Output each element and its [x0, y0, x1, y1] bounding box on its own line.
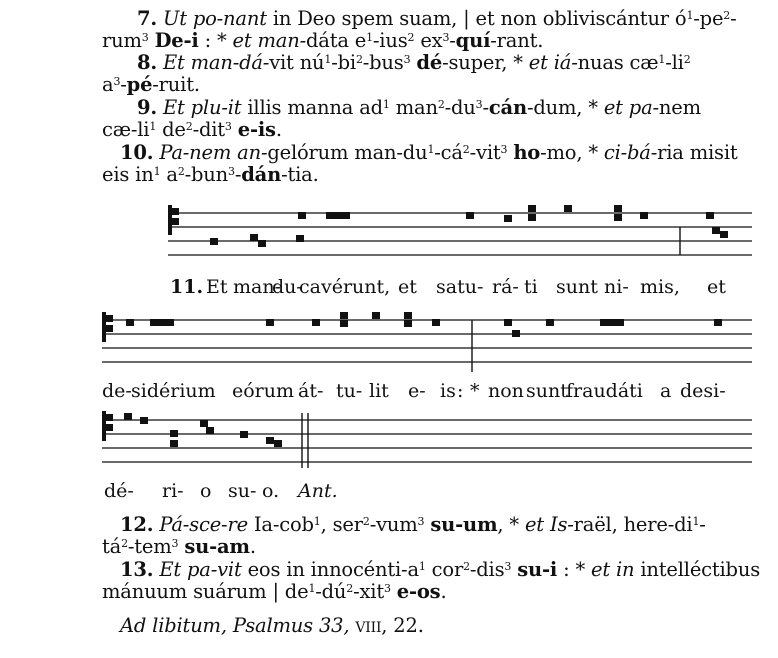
lyric-syllable: su- — [228, 480, 257, 502]
lyric-syllable: sidérium — [131, 380, 216, 402]
verse-text: Ia-cob — [247, 513, 314, 536]
accent-marker: 1 — [418, 560, 426, 573]
verse-text: illis manna ad — [241, 96, 383, 119]
lyric-syllable: de- — [102, 380, 132, 402]
chant-lyric-line-2 — [0, 380, 778, 402]
accent-marker: 2 — [407, 31, 415, 44]
verse-text: pé — [126, 73, 153, 96]
verse-text: et iá- — [528, 51, 578, 74]
accent-marker: 3 — [141, 31, 149, 44]
verse-text: -li — [665, 51, 684, 74]
accent-marker: 2 — [723, 9, 731, 22]
verse-text: a — [160, 163, 178, 186]
accent-marker: 1 — [686, 9, 694, 22]
verse-12-line-2 — [102, 536, 256, 558]
staff-3 — [102, 420, 752, 462]
accent-marker: 2 — [437, 98, 445, 111]
verse-text: nem — [658, 96, 701, 119]
verse-text: ho — [513, 141, 541, 164]
accent-marker: 2 — [185, 120, 193, 133]
lyric-syllable: eórum — [232, 380, 295, 402]
verse-text: gelórum man-du — [267, 141, 428, 164]
accent-marker: 3 — [417, 515, 425, 528]
accent-marker: 3 — [504, 560, 512, 573]
verse-text: su-um — [430, 513, 498, 536]
verse-text: -cá — [434, 141, 463, 164]
verse-text: -vit — [469, 141, 501, 164]
verse-text: tá — [102, 535, 122, 558]
verse-text: -ius — [372, 29, 408, 52]
accent-marker: 2 — [683, 53, 691, 66]
verse-text: cor — [425, 558, 464, 581]
verse-text: ci-bá- — [603, 141, 658, 164]
verse-text: -mo, * — [540, 141, 604, 164]
verse-text: et man- — [232, 29, 306, 52]
accent-marker: 1 — [427, 143, 435, 156]
lyric-syllable: : — [457, 380, 464, 402]
verse-text: -ruit. — [152, 73, 200, 96]
accent-marker: 2 — [362, 515, 370, 528]
verse-text: su-am — [184, 535, 250, 558]
lyric-syllable: ti — [524, 276, 538, 298]
accent-marker: 1 — [153, 165, 161, 178]
verse-text: -tia. — [281, 163, 319, 186]
lyric-syllable: is — [440, 380, 456, 402]
verse-text: -pe — [693, 7, 724, 30]
verse-text: -super, * — [442, 51, 529, 74]
verse-number: 9. — [137, 96, 157, 119]
verse-text: - — [449, 29, 456, 52]
lyric-syllable: * — [470, 380, 480, 402]
lyric-syllable: fraudáti — [566, 380, 643, 402]
verse-text: dáta e — [306, 29, 367, 52]
accent-marker: 1 — [149, 120, 157, 133]
verse-text: de — [156, 118, 186, 141]
accent-marker: 3 — [475, 98, 483, 111]
accent-marker: 1 — [324, 53, 332, 66]
verse-text: : * — [557, 558, 591, 581]
verse-text: - — [699, 513, 706, 536]
verse-12-line-1 — [120, 514, 706, 536]
lyric-syllable: mis, — [640, 276, 680, 298]
verse-text: -dú — [315, 580, 347, 603]
verse-text: Et man-dá- — [162, 51, 270, 74]
verse-text: , ser — [320, 513, 363, 536]
accent-marker: 1 — [308, 582, 316, 595]
lyric-syllable: cavérunt, — [299, 276, 391, 298]
verse-text: Pá-sce-re — [159, 513, 248, 536]
verse-text: : * — [198, 29, 233, 52]
accent-marker: 2 — [355, 53, 363, 66]
lyric-syllable: e- — [408, 380, 426, 402]
lyric-syllable: desi- — [680, 380, 726, 402]
verse-text: cán — [488, 96, 527, 119]
verse-text: - — [120, 73, 127, 96]
verse-text: intelléctibus — [634, 558, 761, 581]
accent-marker: 2 — [463, 560, 470, 573]
lyric-syllable: tu- — [336, 380, 363, 402]
verse-text: ex — [414, 29, 443, 52]
verse-13-line-2 — [102, 581, 446, 603]
reference-text: , 22. — [381, 614, 424, 637]
lyric-syllable: ri- — [162, 480, 184, 502]
verse-text: et Is- — [524, 513, 574, 536]
accent-marker: 1 — [313, 515, 321, 528]
accent-marker: 3 — [383, 582, 391, 595]
lyric-syllable: ni- — [604, 276, 629, 298]
verse-text: dé — [416, 51, 443, 74]
verse-text: in Deo spem suam, | et non obliviscántur ó — [266, 7, 687, 30]
accent-marker: 1 — [366, 31, 373, 44]
verse-number: 13. — [120, 558, 154, 581]
chant-lyric-line-1 — [0, 276, 778, 298]
lyric-syllable: át- — [298, 380, 324, 402]
verse-text: -dis — [469, 558, 505, 581]
verse-text: -dit — [192, 118, 225, 141]
chant-lyric-line-3 — [0, 480, 778, 502]
psalm-reference — [120, 615, 424, 637]
verse-text: -bun — [184, 163, 229, 186]
lyric-syllable: du- — [272, 276, 303, 298]
verse-text: Et plu-it — [162, 96, 242, 119]
accent-marker: 2 — [462, 143, 470, 156]
verse-text: - — [482, 96, 489, 119]
verse-text: -dum, * — [526, 96, 604, 119]
lyric-syllable: sunt — [526, 380, 568, 402]
accent-marker: 3 — [500, 143, 508, 156]
verse-text: e-os — [396, 580, 441, 603]
verse-text: -xit — [353, 580, 384, 603]
verse-text: cæ-li — [102, 118, 150, 141]
staff-2 — [102, 320, 752, 362]
lyric-syllable: et — [707, 276, 726, 298]
verse-text: dán — [241, 163, 282, 186]
verse-text: vit nú — [269, 51, 325, 74]
verse-13-line-1 — [120, 559, 760, 581]
verse-text: -vum — [369, 513, 418, 536]
verse-number: 7. — [137, 7, 157, 30]
verse-text: - — [234, 163, 242, 186]
accent-marker: 2 — [177, 165, 185, 178]
lyric-syllable: o. — [262, 480, 280, 502]
verse-text: mánuum suárum | de — [102, 580, 309, 603]
verse-text: nuas cæ — [577, 51, 659, 74]
lyric-syllable: man- — [233, 276, 282, 298]
mode-numeral: viii — [355, 614, 382, 637]
verse-text: eos in innocénti-a — [241, 558, 419, 581]
verse-text: Pa-nem an- — [159, 141, 268, 164]
verse-text: . — [440, 580, 447, 603]
accent-marker: 1 — [382, 98, 390, 111]
verse-text: , * — [497, 513, 525, 536]
accent-marker: 3 — [224, 120, 232, 133]
accent-marker: 3 — [228, 165, 235, 178]
lyric-syllable: dé- — [104, 480, 134, 502]
verse-text: su-i — [517, 558, 558, 581]
verse-text: -du — [444, 96, 476, 119]
reference-text: Ad libitum, Psalmus 33, — [120, 614, 356, 637]
lyric-syllable: Et — [206, 276, 228, 298]
lyric-syllable: sunt — [556, 276, 598, 298]
verse-text: -bus — [362, 51, 404, 74]
verse-text: eis in — [102, 163, 154, 186]
verse-text: rum — [102, 29, 142, 52]
lyric-syllable: satu- — [436, 276, 484, 298]
verse-text: - — [730, 7, 737, 30]
lyric-syllable: lit — [369, 380, 389, 402]
verse-text: a — [102, 73, 114, 96]
lyric-syllable: non — [488, 380, 524, 402]
accent-marker: 1 — [658, 53, 666, 66]
verse-number: 8. — [137, 51, 157, 74]
verse-text: ria misit — [657, 141, 738, 164]
verse-text: raël, here-di — [573, 513, 693, 536]
lyric-syllable: et — [398, 276, 417, 298]
verse-number: 10. — [120, 141, 154, 164]
accent-marker: 3 — [171, 537, 179, 550]
accent-marker: 3 — [403, 53, 411, 66]
verse-text: -rant. — [490, 29, 544, 52]
verse-text: -tem — [127, 535, 172, 558]
lyric-syllable: 11. — [170, 276, 204, 298]
lyric-syllable: a — [660, 380, 672, 402]
verse-text: De-i — [154, 29, 199, 52]
lyric-syllable: rá- — [492, 276, 519, 298]
accent-marker: 3 — [113, 75, 121, 88]
verse-text: quí — [455, 29, 491, 52]
accent-marker: 3 — [442, 31, 450, 44]
antiphon-marker: Ant. — [298, 480, 338, 502]
verse-number: 12. — [120, 513, 154, 536]
accent-marker: 2 — [121, 537, 128, 550]
verse-text: . — [275, 118, 282, 141]
lyric-syllable: o — [200, 480, 212, 502]
verse-text: Et pa-vit — [159, 558, 242, 581]
verse-text: . — [249, 535, 256, 558]
verse-text: et pa- — [603, 96, 659, 119]
accent-marker: 2 — [346, 582, 354, 595]
verse-text: man — [389, 96, 438, 119]
verse-text: e-is — [237, 118, 276, 141]
verse-text: -bi — [331, 51, 356, 74]
verse-text: Ut po-nant — [162, 7, 267, 30]
verse-text: et in — [591, 558, 635, 581]
accent-marker: 1 — [692, 515, 700, 528]
